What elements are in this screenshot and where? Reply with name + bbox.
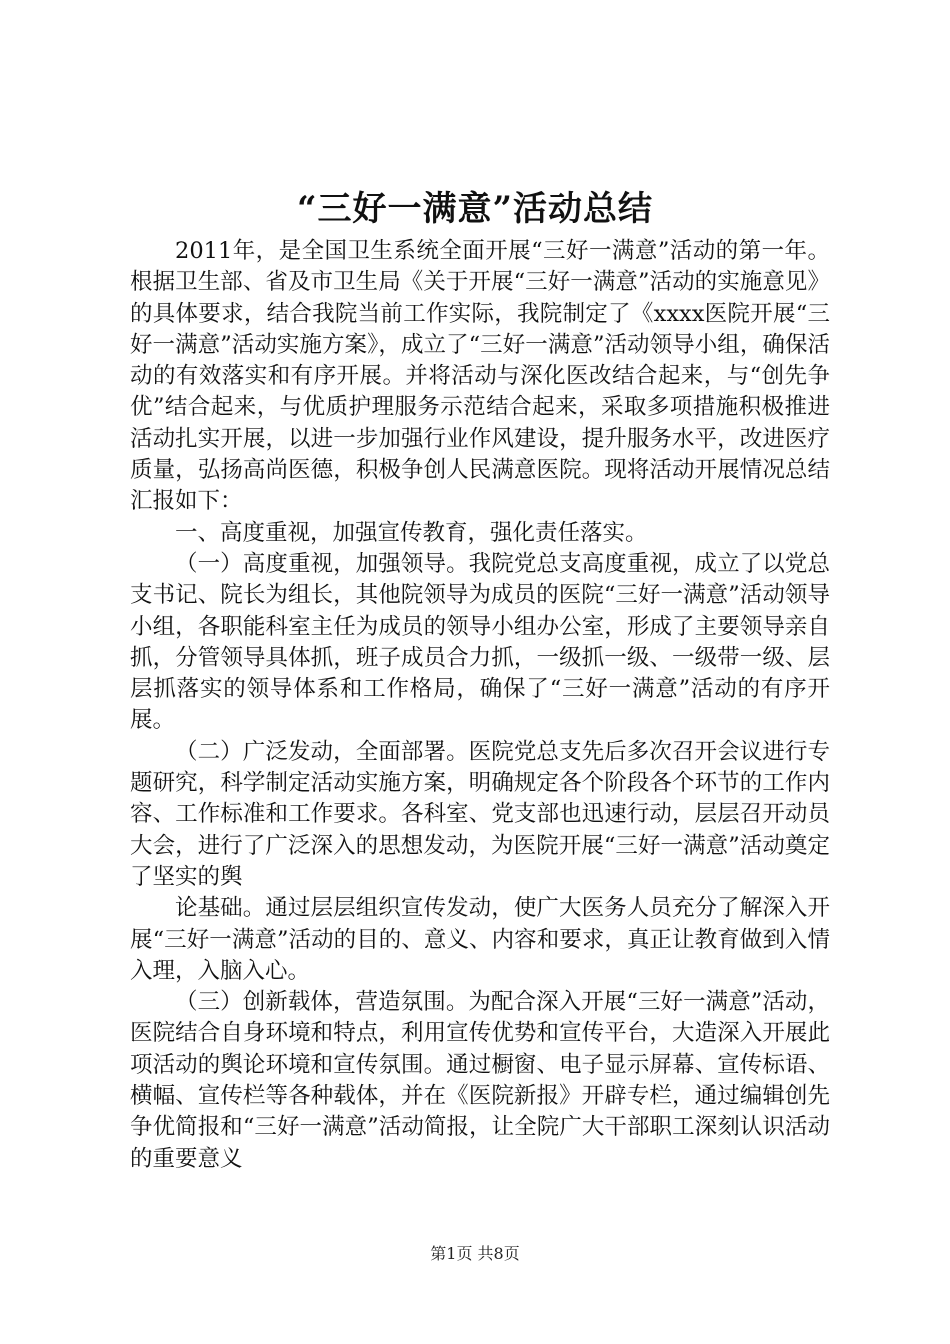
document-body xyxy=(130,236,830,1175)
document-title: “三好一满意”活动总结 xyxy=(296,189,654,229)
paragraph-item-1: （一）高度重视，加强领导。我院党总支高度重视，成立了以党总支书记、院长为组长，其他院领导为成员的医院“三好一满意”活动领导小组，各职能科室主任为成员的领导小组办公室，形成了主要领导亲自抓，分管领导具体抓，班子成员合力抓，一级抓一级、一级带一级、层层抓落实的领导体系和工作格局，确保了“三好一满意”活动的有序开展。 xyxy=(130,550,830,734)
paragraph-item-3: （三）创新载体，营造氛围。为配合深入开展“三好一满意”活动，医院结合自身环境和特点，利用宣传优势和宣传平台，大造深入开展此项活动的舆论环境和宣传氛围。通过橱窗、电子显示屏幕、宣传标语、横幅、宣传栏等各种载体，并在《医院新报》开辟专栏，通过编辑创先争优简报和“三好一满意”活动简报，让全院广大干部职工深刻认识活动的重要意义 xyxy=(130,989,830,1172)
paragraph-intro: 2011年，是全国卫生系统全面开展“三好一满意”活动的第一年。根据卫生部、省及市卫生局《关于开展“三好一满意”活动的实施意见》的具体要求，结合我院当前工作实际，我院制定了《xxxx医院开展“三好一满意”活动实施方案》，成立了“三好一满意”活动领导小组，确保活动的有效落实和有序开展。并将活动与深化医改结合起来，与“创先争优”结合起来，与优质护理服务示范结合起来，采取多项措施积极推进活动扎实开展，以进一步加强行业作风建设，提升服务水平，改进医疗质量，弘扬高尚医德，积极争创人民满意医院。现将活动开展情况总结汇报如下： xyxy=(130,238,830,515)
paragraph-item-2-continued: 论基础。通过层层组织宣传发动，使广大医务人员充分了解深入开展“三好一满意”活动的目的、意义、内容和要求，真正让教育做到入情入理，入脑入心。 xyxy=(130,895,830,984)
paragraph-item-2: （二）广泛发动，全面部署。医院党总支先后多次召开会议进行专题研究，科学制定活动实施方案，明确规定各个阶段各个环节的工作内容、工作标准和工作要求。各科室、党支部也迅速行动，层层召开动员大会，进行了广泛深入的思想发动，为医院开展“三好一满意”活动奠定了坚实的舆 xyxy=(130,738,830,890)
paragraph-section-heading: 一、高度重视，加强宣传教育，强化责任落实。 xyxy=(175,519,648,546)
page-number: 第1页 共8页 xyxy=(430,1244,520,1263)
